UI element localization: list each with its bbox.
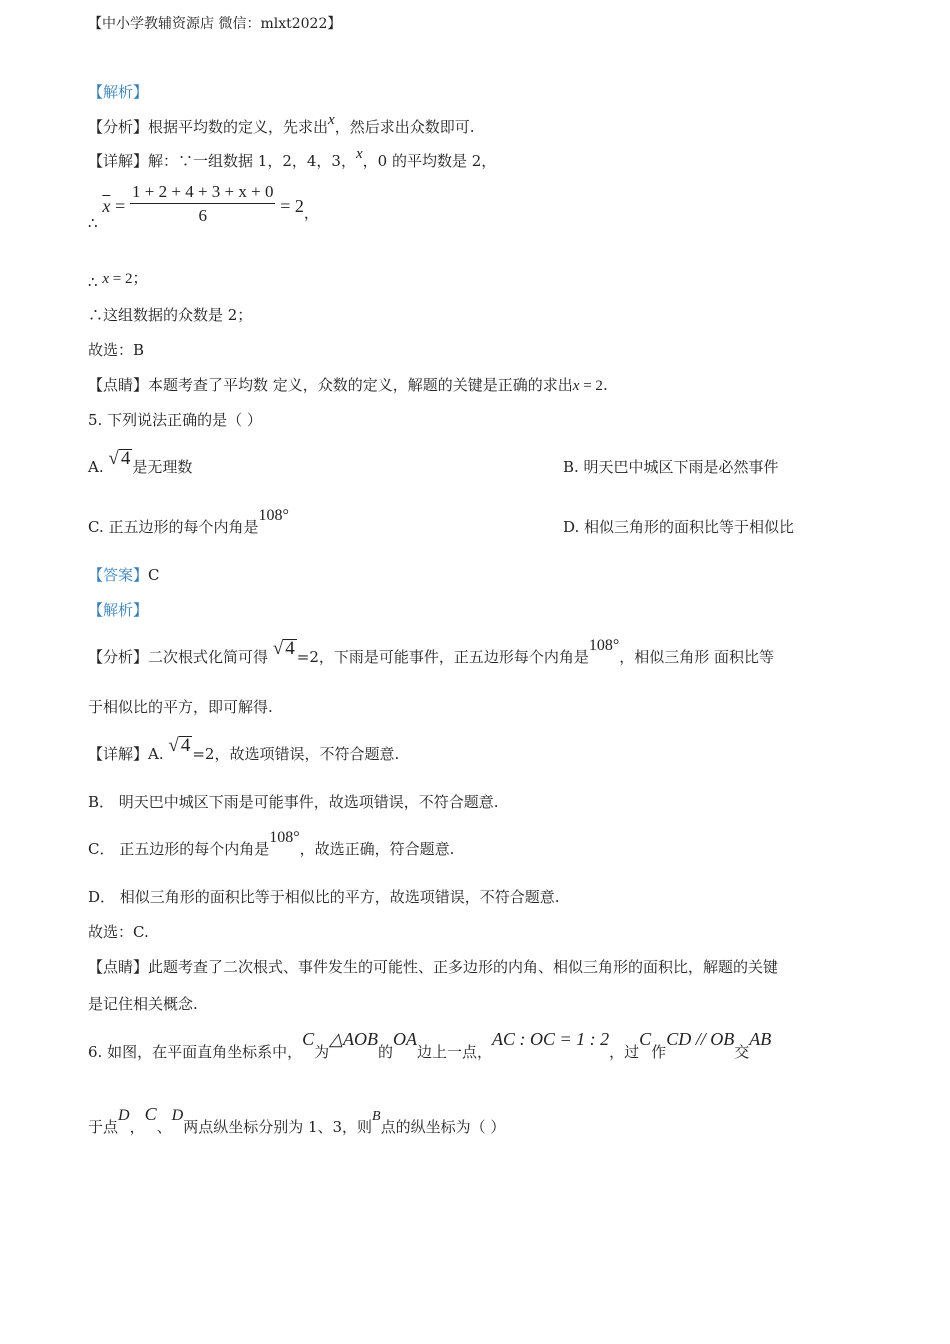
q4-step2: ∴ x = 2； xyxy=(88,269,148,291)
q5-fenxi-line2: 于相似比的平方，即可解得. xyxy=(88,698,273,716)
sqrt-4: √ 4 xyxy=(108,448,131,469)
q5-answer: 【答案】C xyxy=(88,566,160,584)
q4-fenxi: 【分析】根据平均数的定义，先求出x，然后求出众数即可. xyxy=(88,112,475,136)
q5-choice: 故选：C. xyxy=(88,923,149,941)
q5-xiangjie-b: B． 明天巴中城区下雨是可能事件，故选项错误，不符合题意. xyxy=(88,793,499,811)
q4-step3: ∴这组数据的众数是 2； xyxy=(88,306,253,324)
q5-option-d: D. 相似三角形的面积比等于相似比 xyxy=(563,518,795,536)
q4-xiangjie: 【详解】解：∵一组数据 1，2，4，3，x，0 的平均数是 2， xyxy=(88,146,497,170)
q5-analysis-label: 【解析】 xyxy=(88,601,149,619)
q4-choice: 故选：B xyxy=(88,341,145,359)
q5-xiangjie-c: C． 正五边形的每个内角是108°，故选正确，符合题意. xyxy=(88,829,455,858)
q4-analysis-label: 【解析】 xyxy=(88,83,149,101)
q5-option-c: C. 正五边形的每个内角是108° D. 相似三角形的面积比等于相似比 xyxy=(88,507,795,536)
q5-xiangjie-a: 【详解】A. √ 4 =2，故选项错误，不符合题意. xyxy=(88,735,400,763)
q5-fenxi: 【分析】二次根式化简可得 √ 4 =2，下雨是可能事件，正五边形每个内角是108°，相似三角形 面积比等 xyxy=(88,637,775,666)
q6-stem-line2: 于点D，C、D两点纵坐标分别为 1、3，则B点的纵坐标为（ ） xyxy=(88,1104,506,1136)
watermark: 【中小学教辅资源店 微信：mlxt2022】 xyxy=(88,16,342,32)
q4-mean-formula: ∴ $\overline{x}$ = $\frac{1 + 2 + 4 + 3 + x + 0}{6}$ = 2， xyxy=(88,182,319,232)
q5-xiangjie-d: D． 相似三角形的面积比等于相似比的平方，故选项错误，不符合题意. xyxy=(88,888,560,906)
angle-108: 108° xyxy=(269,829,300,846)
dianjing-tag: 【点睛】 xyxy=(88,376,149,394)
mean-fraction: $\frac{1 + 2 + 4 + 3 + x + 0}{6}$ xyxy=(132,182,274,225)
angle-108: 108° xyxy=(258,507,289,524)
sqrt-4: √ 4 xyxy=(272,638,295,659)
q6-stem-line1: 6. 如图，在平面直角坐标系中，C为△AOB的OA边上一点，AC : OC = 1 : 2，过C作CD // OB交AB xyxy=(88,1029,772,1061)
q5-option-a: A. √ 4 是无理数 B. 明天巴中城区下雨是必然事件 xyxy=(88,448,779,476)
sqrt-4: √ 4 xyxy=(168,735,191,756)
q5-dianjing: 【点睛】此题考查了二次根式、事件发生的可能性、正多边形的内角、相似三角形的面积比，解题的关键 xyxy=(88,958,779,976)
angle-108: 108° xyxy=(588,637,620,654)
q4-dianjing: 【点睛】本题考查了平均数 定义，众数的定义，解题的关键是正确的求出x = 2. xyxy=(88,376,608,394)
xiangjie-tag: 【详解】 xyxy=(88,152,149,170)
fenxi-tag: 【分析】 xyxy=(88,118,149,136)
q5-option-b: B. 明天巴中城区下雨是必然事件 xyxy=(563,458,779,476)
q5-stem: 5. 下列说法正确的是（ ） xyxy=(88,411,262,429)
q5-dianjing-line2: 是记住相关概念. xyxy=(88,995,198,1013)
x-bar: $\overline{x}$ xyxy=(102,196,111,216)
